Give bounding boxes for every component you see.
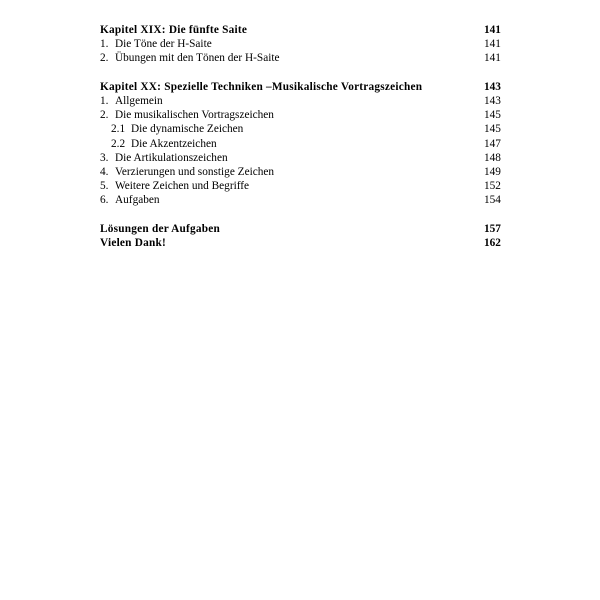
toc-entry-number: 6.: [100, 194, 109, 207]
toc-entry[interactable]: [100, 236, 520, 250]
toc-entry-label: [100, 51, 280, 65]
toc-entry-label: [100, 165, 274, 179]
toc-entry-page-number: 143: [484, 80, 501, 93]
toc-entry-page-number: 141: [484, 52, 501, 65]
toc-entry-title: Die Töne der H-Saite: [115, 38, 212, 51]
toc-entry-title: Lösungen der Aufgaben: [100, 222, 221, 235]
toc-entry[interactable]: [100, 222, 520, 236]
toc-entry-number: 1.: [100, 94, 109, 107]
toc-entry-label: [100, 193, 160, 207]
table-of-contents: [100, 23, 520, 250]
toc-entry-title: Die Artikulationszeichen: [115, 151, 228, 164]
toc-entry-number: 2.: [100, 109, 109, 122]
toc-entry-label: [100, 151, 228, 165]
toc-spacer: [100, 207, 520, 221]
toc-entry-number: 1.: [100, 38, 109, 51]
toc-entry-page-number: 162: [484, 236, 501, 249]
toc-entry-title: Weitere Zeichen und Begriffe: [115, 180, 250, 193]
toc-entry-title: Die Akzentzeichen: [131, 137, 217, 150]
toc-entry-label: [100, 236, 166, 250]
toc-entry-page-number: 148: [484, 151, 501, 164]
toc-entry-title: Kapitel XIX: Die fünfte Saite: [100, 24, 248, 36]
toc-entry[interactable]: [100, 151, 520, 165]
toc-entry[interactable]: [100, 80, 520, 94]
toc-entry-page-number: 147: [484, 137, 501, 150]
toc-entry-page-number: 145: [484, 123, 501, 136]
toc-entry-page-number: 157: [484, 222, 501, 235]
toc-entry-page-number: 145: [484, 109, 501, 122]
toc-entry-number: 5.: [100, 180, 109, 193]
toc-entry-title: Kapitel XX: Spezielle Techniken –Musikalische Vortragszeichen: [100, 80, 423, 93]
toc-entry-page-number: 141: [484, 38, 501, 51]
toc-entry-page-number: 152: [484, 180, 501, 193]
toc-entry[interactable]: [100, 137, 520, 151]
toc-entry-number: 2.: [100, 52, 109, 65]
toc-entry-label: [111, 137, 217, 151]
toc-entry-title: Aufgaben: [115, 194, 160, 207]
toc-entry-label: [111, 122, 243, 136]
toc-entry-title: Übungen mit den Tönen der H-Saite: [115, 52, 280, 65]
toc-entry[interactable]: [100, 108, 520, 122]
toc-entry-label: [100, 94, 163, 108]
toc-entry-number: 2.2: [111, 137, 126, 150]
toc-entry[interactable]: [100, 179, 520, 193]
toc-entry-page-number: 143: [484, 94, 501, 107]
toc-entry-page-number: 141: [484, 24, 501, 36]
toc-entry[interactable]: [100, 51, 520, 65]
toc-entry-number: 4.: [100, 165, 109, 178]
toc-entry[interactable]: [100, 23, 520, 37]
toc-entry-number: 2.1: [111, 123, 126, 136]
toc-entry-label: [100, 23, 247, 37]
toc-entry-page-number: 154: [484, 194, 501, 207]
toc-entry-title: Die dynamische Zeichen: [131, 123, 244, 136]
toc-entry[interactable]: [100, 193, 520, 207]
toc-entry-label: [100, 80, 422, 94]
toc-entry[interactable]: [100, 122, 520, 136]
toc-entry-label: [100, 179, 249, 193]
toc-entry-number: 3.: [100, 151, 109, 164]
toc-entry[interactable]: [100, 37, 520, 51]
toc-entry[interactable]: [100, 165, 520, 179]
toc-spacer: [100, 66, 520, 80]
toc-entry-title: Vielen Dank!: [100, 236, 166, 249]
toc-entry-title: Allgemein: [115, 94, 163, 107]
toc-entry-page-number: 149: [484, 165, 501, 178]
toc-entry-label: [100, 222, 220, 236]
toc-entry-title: Die musikalischen Vortragszeichen: [115, 109, 274, 122]
toc-entry-title: Verzierungen und sonstige Zeichen: [115, 165, 275, 178]
toc-entry-label: [100, 37, 212, 51]
toc-entry-label: [100, 108, 274, 122]
toc-entry[interactable]: [100, 94, 520, 108]
